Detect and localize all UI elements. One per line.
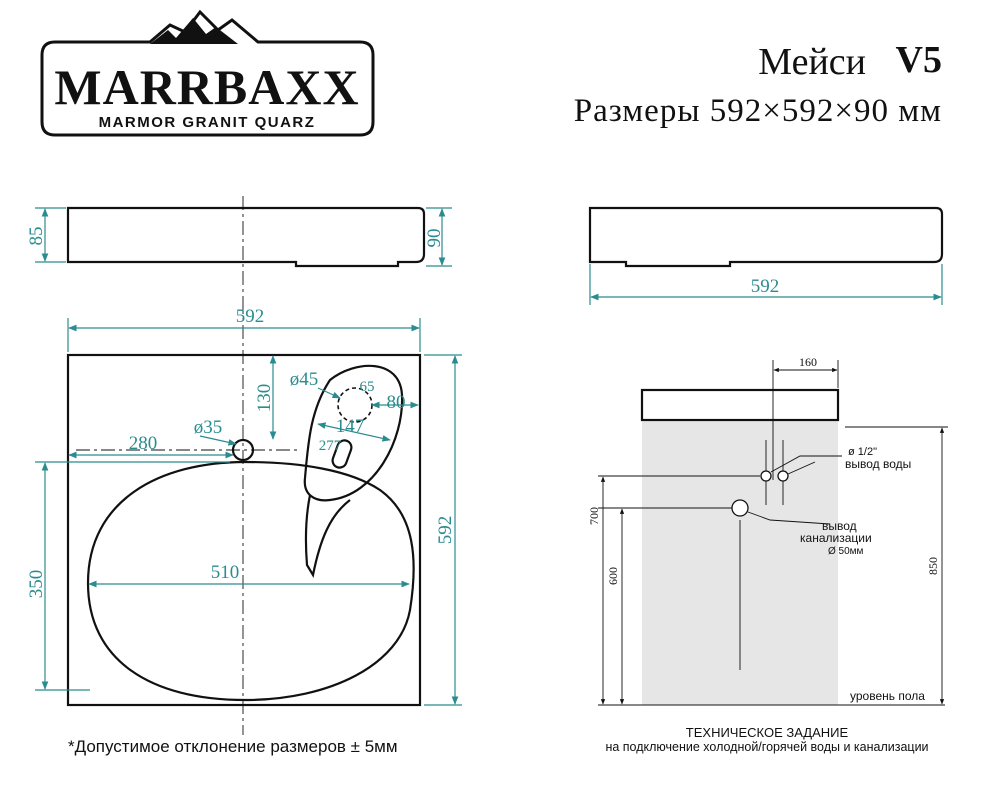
logo-tagline: MARMOR GRANIT QUARZ bbox=[98, 114, 316, 131]
faucet-offset: 280 bbox=[128, 433, 158, 454]
top-depth: 592 bbox=[435, 515, 456, 545]
faucet-distance: 130 bbox=[254, 383, 275, 413]
front-height-left: 85 bbox=[26, 226, 47, 246]
tech-view bbox=[587, 355, 948, 754]
top-view bbox=[26, 300, 462, 735]
soap-hole-diameter: ø45 bbox=[289, 369, 319, 390]
drain-label-2: канализации bbox=[800, 531, 872, 545]
front-view bbox=[26, 196, 452, 300]
side-width: 592 bbox=[750, 276, 780, 297]
dim-700: 700 bbox=[587, 507, 601, 525]
dim-80: 80 bbox=[386, 392, 406, 413]
tech-spec-subtitle: на подключение холодной/горячей воды и канализации bbox=[605, 740, 929, 754]
bowl-depth: 350 bbox=[26, 569, 47, 599]
drain-size: Ø 50мм bbox=[828, 546, 864, 557]
dim-850: 850 bbox=[926, 557, 940, 575]
tolerance-footnote: *Допустимое отклонение размеров ± 5мм bbox=[68, 737, 398, 756]
dim-147: 147 bbox=[335, 416, 365, 437]
faucet-hole-diameter: ø35 bbox=[193, 417, 223, 438]
side-view bbox=[590, 208, 942, 305]
water-outlet-label: вывод воды bbox=[845, 457, 912, 471]
logo-brand: MARRBAXX bbox=[54, 59, 360, 115]
model-name: Мейси bbox=[758, 41, 866, 83]
top-width: 592 bbox=[235, 306, 265, 327]
front-height-right: 90 bbox=[424, 228, 445, 248]
dim-160: 160 bbox=[799, 355, 817, 369]
water-pipe-size: ø 1/2" bbox=[848, 446, 877, 458]
dim-65: 65 bbox=[359, 379, 375, 395]
brand-logo bbox=[42, 12, 373, 135]
model-code: V5 bbox=[895, 39, 942, 81]
dimensions-title: Размеры 592×592×90 мм bbox=[573, 93, 942, 129]
floor-level-label: уровень пола bbox=[850, 689, 925, 703]
dim-277: 277 bbox=[318, 438, 342, 454]
bowl-width: 510 bbox=[210, 562, 240, 583]
drain-label-1: вывод bbox=[822, 519, 857, 533]
bowl-outline bbox=[88, 462, 414, 700]
dim-600: 600 bbox=[606, 567, 620, 585]
tech-spec-title: ТЕХНИЧЕСКОЕ ЗАДАНИЕ bbox=[685, 725, 849, 740]
